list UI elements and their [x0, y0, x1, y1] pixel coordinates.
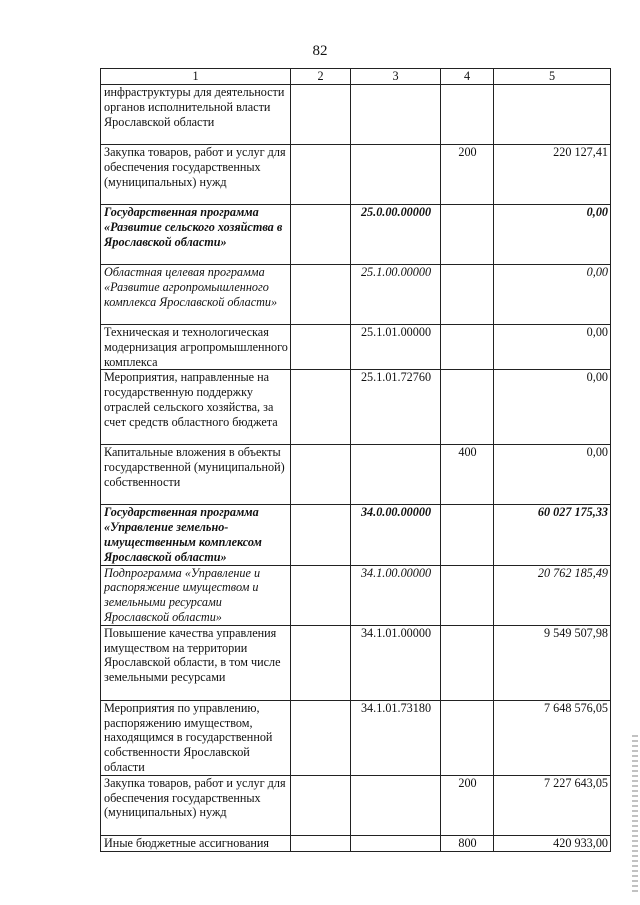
row-amount-cell: 20 762 185,49	[494, 565, 611, 625]
row-code-cell	[351, 775, 441, 835]
row-amount-cell: 0,00	[494, 205, 611, 265]
row-code-cell	[351, 85, 441, 145]
row-amount-cell: 420 933,00	[494, 835, 611, 851]
row-col2-cell	[291, 145, 351, 205]
row-name-cell: Мероприятия по управлению, распоряжению имуществом, находящимся в государственной собственности Ярославской области	[101, 700, 291, 775]
row-expense-type-cell: 400	[441, 445, 494, 505]
row-expense-type-cell: 200	[441, 145, 494, 205]
column-header: 1	[101, 69, 291, 85]
table-row	[101, 835, 611, 851]
table-row	[101, 205, 611, 265]
row-amount-cell: 60 027 175,33	[494, 505, 611, 565]
row-name-cell: Государственная программа «Развитие сельского хозяйства в Ярославской области»	[101, 205, 291, 265]
row-col2-cell	[291, 835, 351, 851]
row-expense-type-cell	[441, 700, 494, 775]
row-name-cell: Закупка товаров, работ и услуг для обеспечения государственных (муниципальных) нужд	[101, 145, 291, 205]
row-name-cell: Государственная программа «Управление земельно-имущественным комплексом Ярославской области»	[101, 505, 291, 565]
row-expense-type-cell: 200	[441, 775, 494, 835]
row-code-cell: 34.0.00.00000	[351, 505, 441, 565]
row-expense-type-cell	[441, 325, 494, 370]
row-amount-cell: 0,00	[494, 445, 611, 505]
row-expense-type-cell	[441, 205, 494, 265]
table-row	[101, 145, 611, 205]
row-name-cell: Подпрограмма «Управление и распоряжение имуществом и земельными ресурсами Ярославской области»	[101, 565, 291, 625]
row-col2-cell	[291, 565, 351, 625]
table-row	[101, 565, 611, 625]
row-expense-type-cell	[441, 85, 494, 145]
table-row	[101, 700, 611, 775]
row-amount-cell: 0,00	[494, 370, 611, 445]
row-amount-cell: 220 127,41	[494, 145, 611, 205]
row-amount-cell: 7 227 643,05	[494, 775, 611, 835]
row-code-cell	[351, 445, 441, 505]
table-row	[101, 85, 611, 145]
row-name-cell: Повышение качества управления имуществом на территории Ярославской области, в том числе земельными ресурсами	[101, 625, 291, 700]
row-code-cell: 25.1.01.72760	[351, 370, 441, 445]
table-row	[101, 370, 611, 445]
table-row	[101, 505, 611, 565]
row-expense-type-cell	[441, 625, 494, 700]
row-name-cell: Иные бюджетные ассигнования	[101, 835, 291, 851]
row-col2-cell	[291, 325, 351, 370]
row-name-cell: инфраструктуры для деятельности органов исполнительной власти Ярославской области	[101, 85, 291, 145]
table-row	[101, 625, 611, 700]
column-header: 3	[351, 69, 441, 85]
row-col2-cell	[291, 775, 351, 835]
row-amount-cell	[494, 85, 611, 145]
row-name-cell: Закупка товаров, работ и услуг для обеспечения государственных (муниципальных) нужд	[101, 775, 291, 835]
row-expense-type-cell	[441, 265, 494, 325]
table-row	[101, 775, 611, 835]
row-col2-cell	[291, 370, 351, 445]
row-expense-type-cell	[441, 505, 494, 565]
row-amount-cell: 0,00	[494, 325, 611, 370]
row-col2-cell	[291, 625, 351, 700]
row-code-cell: 34.1.01.73180	[351, 700, 441, 775]
row-name-cell: Капитальные вложения в объекты государственной (муниципальной) собственности	[101, 445, 291, 505]
row-code-cell	[351, 835, 441, 851]
table-header-row	[101, 69, 611, 85]
row-col2-cell	[291, 85, 351, 145]
column-header: 4	[441, 69, 494, 85]
row-expense-type-cell	[441, 370, 494, 445]
table-row	[101, 325, 611, 370]
row-expense-type-cell: 800	[441, 835, 494, 851]
row-code-cell: 25.1.00.00000	[351, 265, 441, 325]
row-code-cell	[351, 145, 441, 205]
row-name-cell: Техническая и технологическая модернизация агропромышленного комплекса	[101, 325, 291, 370]
row-amount-cell: 7 648 576,05	[494, 700, 611, 775]
row-name-cell: Мероприятия, направленные на государственную поддержку отраслей сельского хозяйства, за счет средств областного бюджета	[101, 370, 291, 445]
row-col2-cell	[291, 205, 351, 265]
table-body	[101, 85, 611, 852]
row-amount-cell: 9 549 507,98	[494, 625, 611, 700]
row-col2-cell	[291, 700, 351, 775]
column-header: 5	[494, 69, 611, 85]
budget-table	[100, 68, 611, 852]
row-code-cell: 34.1.00.00000	[351, 565, 441, 625]
table-row	[101, 445, 611, 505]
row-col2-cell	[291, 505, 351, 565]
scan-edge-mark	[632, 735, 638, 895]
page-number: 82	[312, 43, 328, 59]
row-col2-cell	[291, 265, 351, 325]
row-code-cell: 25.0.00.00000	[351, 205, 441, 265]
row-code-cell: 34.1.01.00000	[351, 625, 441, 700]
column-header: 2	[291, 69, 351, 85]
row-amount-cell: 0,00	[494, 265, 611, 325]
table-row	[101, 265, 611, 325]
row-code-cell: 25.1.01.00000	[351, 325, 441, 370]
row-expense-type-cell	[441, 565, 494, 625]
row-name-cell: Областная целевая программа «Развитие агропромышленного комплекса Ярославской области»	[101, 265, 291, 325]
row-col2-cell	[291, 445, 351, 505]
